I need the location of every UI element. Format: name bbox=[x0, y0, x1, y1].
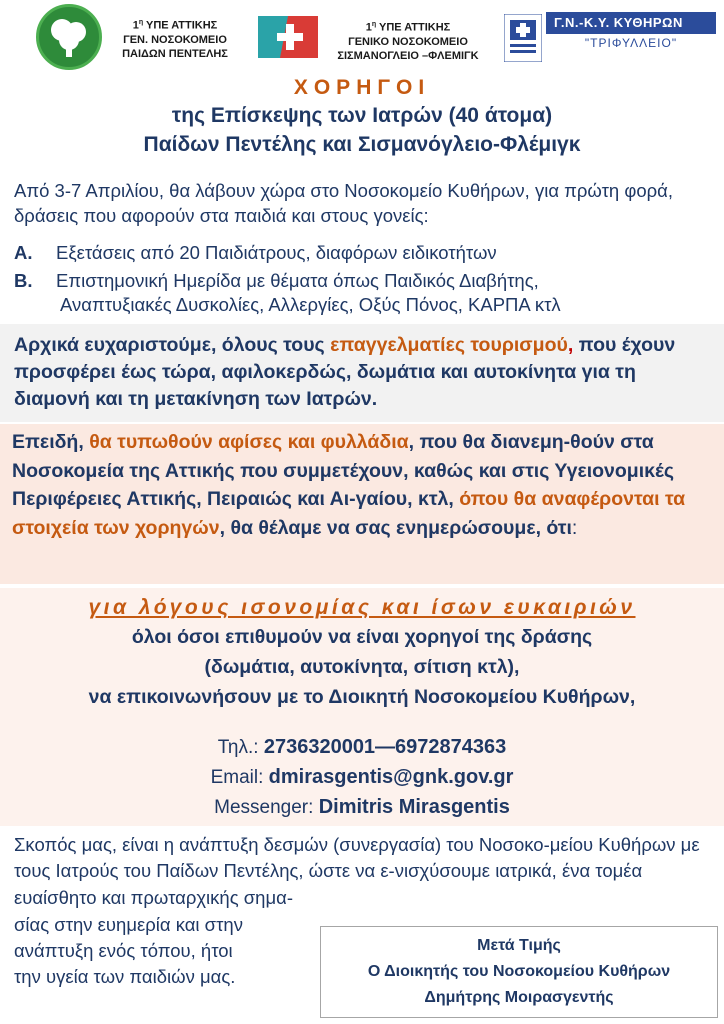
logo-header bbox=[0, 0, 724, 72]
equality-line: (δωμάτια, αυτοκίνητα, σίτιση κτλ), bbox=[204, 656, 520, 678]
notice-section bbox=[0, 424, 724, 584]
contact-email: Email: dmirasgentis@gnk.gov.gr bbox=[210, 766, 514, 788]
list-item-text: Εξετάσεις από 20 Παιδιάτρους, διαφόρων ειδικοτήτων bbox=[56, 242, 497, 263]
list-item-b bbox=[14, 268, 714, 293]
contact-messenger: Messenger: Dimitris Mirasgentis bbox=[214, 796, 510, 818]
right-logo-title: Γ.Ν.-Κ.Υ. ΚΥΘΗΡΩΝ bbox=[546, 12, 716, 34]
equality-line: όλοι όσοι επιθυμούν να είναι χορηγοί της δράσης bbox=[131, 626, 593, 648]
highlight-text: θα τυπωθούν αφίσες και φυλλάδια bbox=[89, 431, 409, 453]
intro-paragraph: Από 3-7 Απριλίου, θα λάβουν χώρα στο Νοσοκομείο Κυθήρων, για πρώτη φορά, δράσεις που αφορούν στα παιδιά και στους γονείς: bbox=[14, 180, 673, 226]
list-marker: Β. bbox=[14, 270, 33, 291]
signature-box bbox=[320, 926, 718, 1018]
highlight-text: επαγγελματίες τουρισμού bbox=[330, 334, 568, 356]
messenger-name[interactable]: Dimitris Mirasgentis bbox=[318, 796, 510, 818]
signature-closing: Μετά Τιμής bbox=[477, 937, 561, 954]
page-subtitle-2: Παίδων Πεντέλης και Σισμανόγλειο-Φλέμιγκ bbox=[143, 133, 581, 156]
page-title: ΧΟΡΗΓΟΙ bbox=[293, 76, 431, 99]
signature-name: Δημήτρης Μοιρασγεντής bbox=[424, 989, 614, 1006]
thanks-paragraph: Αρχικά ευχαριστούμε, όλους τους επαγγελματίες τουρισμού, που έχουν προσφέρει έως τώρα, αφιλοκερδώς, δωμάτια και αυτοκίνητα για τη διαμονή και τη μετακίνηση των Ιατρών. bbox=[14, 334, 676, 410]
right-logo-subtitle: "ΤΡΙΦΥΛΛΕΙΟ" bbox=[584, 36, 678, 50]
outro-line: σίας στην ευημερία και στην bbox=[14, 914, 243, 935]
email-address[interactable]: dmirasgentis@gnk.gov.gr bbox=[268, 766, 514, 788]
outro-line: την υγεία των παιδιών μας. bbox=[14, 966, 236, 987]
tree-logo-icon bbox=[36, 4, 102, 70]
list-item-b-continued: Αναπτυξιακές Δυσκολίες, Αλλεργίες, Οξύς Πόνος, ΚΑΡΠΑ κτλ bbox=[60, 294, 561, 315]
equality-section bbox=[0, 588, 724, 826]
cross-logo-icon bbox=[252, 10, 324, 64]
notice-paragraph: Επειδή, θα τυπωθούν αφίσες και φυλλάδια, που θα διανεμη-θούν στα Νοσοκομεία της Αττικής που συμμετέχουν, καθώς και στις Υγειονομικές Περιφέρειες Αττικής, Πειραιώς και Αι-γαίου, κτλ, όπου θα αναφέρονται τα στοιχεία των χορηγών, θα θέλαμε να σας ενημερώσουμε, ότι: bbox=[12, 431, 686, 539]
contact-phone: Τηλ.: 2736320001—6972874363 bbox=[217, 736, 507, 758]
equality-heading: για λόγους ισονομίας και ίσων ευκαιριών bbox=[88, 596, 636, 619]
medical-emblem-icon bbox=[504, 14, 542, 62]
phone-number[interactable]: 2736320001—6972874363 bbox=[263, 736, 507, 758]
left-logo-text: $1^\eta$ ΥΠΕ ΑΤΤΙΚΗΣ ΓΕΝ. ΝΟΣΟΚΟΜΕΙΟ ΠΑΙΔΩΝ ΠΕΝΤΕΛΗΣ bbox=[122, 19, 228, 60]
list-marker: Α. bbox=[14, 242, 33, 263]
highlight-text: όπου θα αναφέρονται τα στοιχεία των χορηγών bbox=[12, 488, 686, 539]
middle-logo-text: $1^\eta$ ΥΠΕ ΑΤΤΙΚΗΣ ΓΕΝΙΚΟ ΝΟΣΟΚΟΜΕΙΟ ΣΙΣΜΑΝΟΓΛΕΙΟ –ΦΛΕΜΙΓΚ bbox=[337, 21, 479, 62]
outro-paragraph: Σκοπός μας, είναι η ανάπτυξη δεσμών (συνεργασία) του Νοσοκο-μείου Κυθήρων με τους Ιατρούς του Παίδων Πεντέλης, ώστε να ε-νισχύσουμε ιατρικά, ένα τομέα ευαίσθητο και πρωταρχικής σημα- bbox=[14, 834, 700, 908]
list-item-a bbox=[14, 240, 714, 265]
outro-line: ανάπτυξη ενός τόπου, ήτοι bbox=[14, 940, 233, 961]
thanks-section bbox=[0, 324, 724, 422]
equality-line: να επικοινωνήσουν με το Διοικητή Νοσοκομείου Κυθήρων, bbox=[88, 686, 636, 708]
list-item-text: Επιστημονική Ημερίδα με θέματα όπως Παιδικός Διαβήτης, bbox=[56, 270, 539, 291]
signature-title: Ο Διοικητής του Νοσοκομείου Κυθήρων bbox=[367, 963, 671, 980]
right-logo bbox=[504, 12, 720, 64]
page-subtitle-1: της Επίσκεψης των Ιατρών (40 άτομα) bbox=[171, 104, 553, 127]
